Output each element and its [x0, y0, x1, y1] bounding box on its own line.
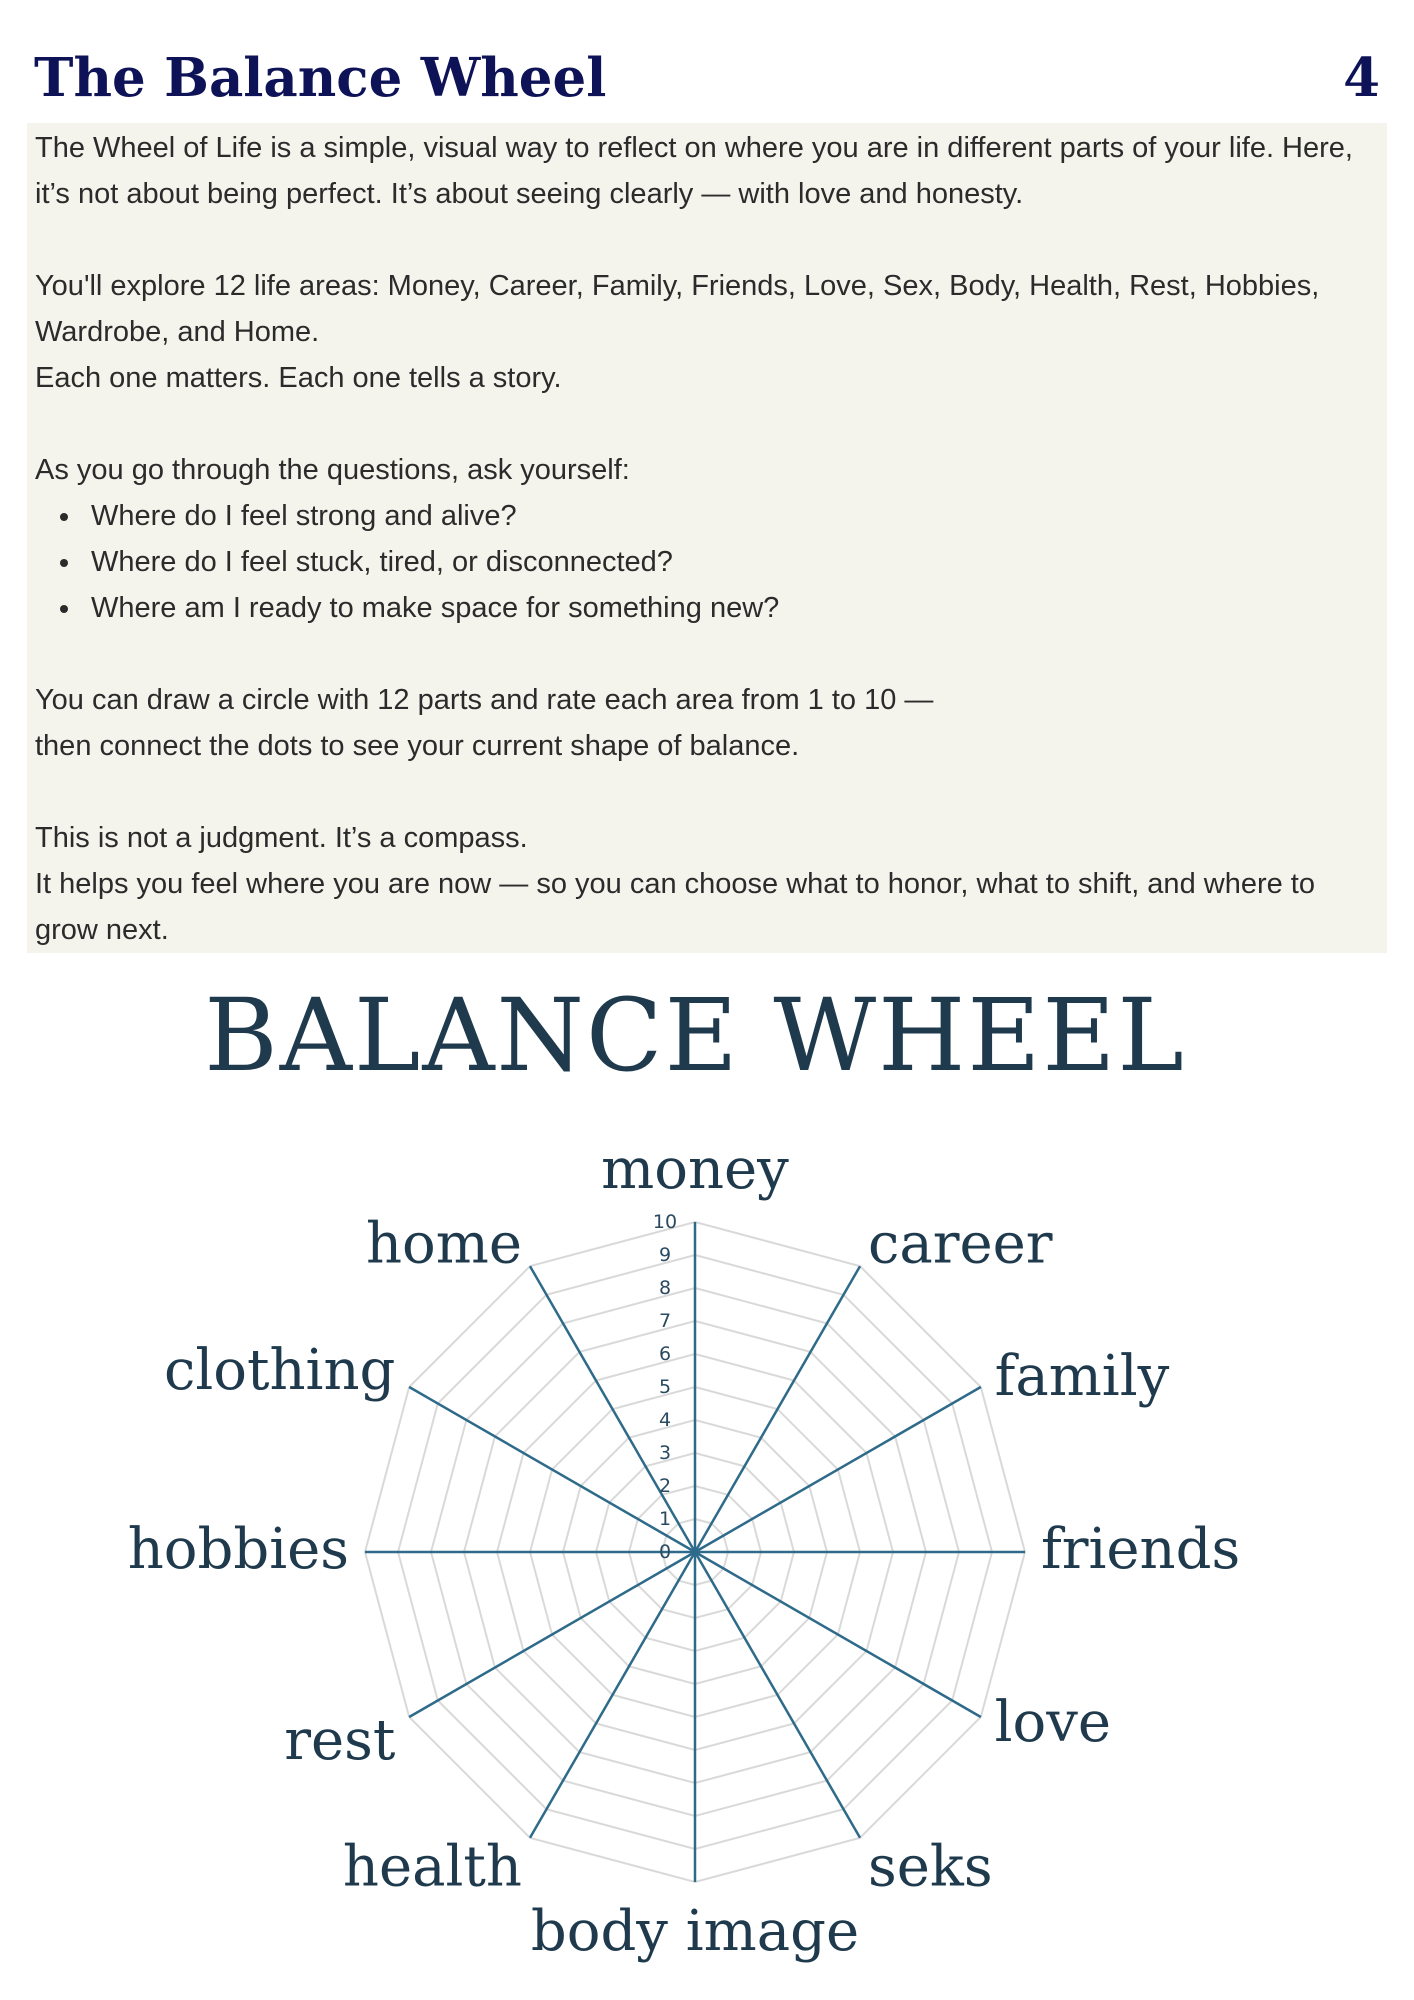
area-label-career: career: [868, 1211, 1053, 1277]
area-label-health: health: [342, 1834, 522, 1900]
area-label-clothing: clothing: [164, 1338, 396, 1403]
intro-box: [27, 123, 1387, 953]
area-label-hobbies: hobbies: [127, 1517, 349, 1582]
area-label-friends: friends: [1041, 1517, 1241, 1582]
spoke-career: [695, 1266, 860, 1552]
page-number: 4: [1343, 47, 1380, 109]
scale-label: 4: [658, 1409, 672, 1431]
page-title: The Balance Wheel: [34, 47, 607, 109]
spoke-love: [695, 1552, 981, 1717]
instruction-line: then connect the dots to see your current shape of balance.: [35, 730, 800, 762]
life-areas-paragraph: You'll explore 12 life areas: Money, Career, Family, Friends, Love, Sex, Body, Health, Rest, Hobbies, Wardrobe, and Home.: [35, 270, 1320, 348]
closing-line: This is not a judgment. It’s a compass.: [35, 822, 528, 854]
wheel-spokes: [365, 1222, 1025, 1882]
scale-label: 3: [658, 1442, 672, 1464]
balance-wheel: [0, 960, 1414, 2000]
question-item: • Where am I ready to make space for something new?: [83, 585, 1379, 631]
scale-label: 1: [658, 1508, 672, 1530]
scale-label: 6: [658, 1343, 672, 1365]
instruction-line: You can draw a circle with 12 parts and rate each area from 1 to 10 —: [35, 684, 934, 716]
area-label-love: love: [994, 1690, 1112, 1755]
question-item: • Where do I feel stuck, tired, or disconnected?: [83, 539, 1379, 585]
spoke-clothing: [409, 1387, 695, 1552]
scale-label: 2: [658, 1475, 672, 1497]
life-areas-note: Each one matters. Each one tells a story.: [35, 362, 562, 394]
wheel-scale: [653, 1211, 677, 1563]
area-label-home: home: [365, 1211, 522, 1277]
page-header: [34, 40, 1380, 116]
area-label-money: money: [601, 1137, 789, 1202]
area-label-rest: rest: [284, 1708, 396, 1773]
intro-paragraph: The Wheel of Life is a simple, visual way to reflect on where you are in different parts of your life. Here, it’s not about being perfect. It’s about seeing clearly — with love and honesty.: [35, 132, 1353, 210]
area-label-seks: seks: [868, 1834, 993, 1900]
questions-list: [35, 493, 1379, 631]
scale-label: 0: [658, 1541, 672, 1563]
wheel-area-labels: [128, 1137, 1240, 1964]
spoke-health: [530, 1552, 695, 1838]
wheel-title: BALANCE WHEEL: [204, 977, 1186, 1094]
scale-label: 9: [658, 1244, 672, 1266]
spoke-family: [695, 1387, 981, 1552]
scale-label: 10: [652, 1211, 678, 1233]
area-label-body-image: body image: [530, 1899, 860, 1964]
scale-label: 5: [658, 1376, 672, 1398]
spoke-seks: [695, 1552, 860, 1838]
scale-label: 7: [658, 1310, 672, 1332]
area-label-family: family: [994, 1344, 1170, 1409]
spoke-rest: [409, 1552, 695, 1717]
scale-label: 8: [658, 1277, 672, 1299]
question-item: • Where do I feel strong and alive?: [83, 493, 1379, 539]
questions-intro: As you go through the questions, ask yourself:: [35, 454, 630, 486]
closing-line: It helps you feel where you are now — so you can choose what to honor, what to shift, and where to grow next.: [35, 868, 1315, 946]
